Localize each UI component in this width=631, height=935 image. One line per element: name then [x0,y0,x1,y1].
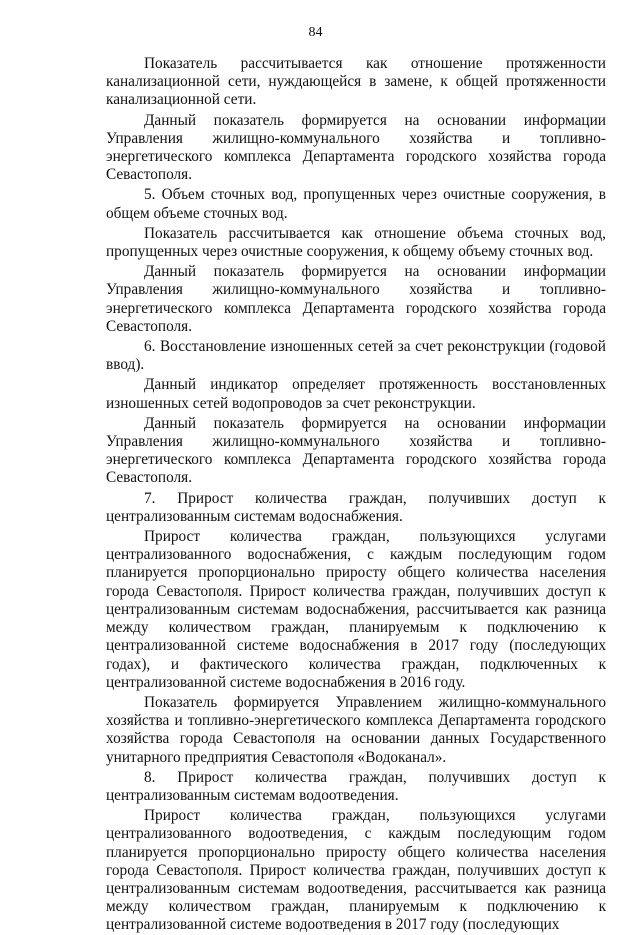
paragraph: 8. Прирост количества граждан, получивших доступ к централизованным системам водоотведения. [106,768,606,804]
paragraph: Данный показатель формируется на основании информации Управления жилищно-коммунального хозяйства и топливно-энергетического комплекса Департамента городского хозяйства города Севастополя. [106,263,606,335]
paragraph: Прирост количества граждан, пользующихся услугами централизованного водоснабжения, с каждым последующим годом планируется пропорционально приросту общего количества населения города Севастополя. Прирост количества граждан, получивших доступ к централизованным системам водоснабжения, рассчитывается как разница между количеством граждан, планируемым к подключению к централизованной системе водоснабжения в 2017 году (последующих годах), и фактического количества граждан, подключенных к централизованной системе водоснабжения в 2016 году. [106,528,606,691]
paragraph: 5. Объем сточных вод, пропущенных через очистные сооружения, в общем объеме сточных вод. [106,186,606,222]
document-body [106,55,606,935]
paragraph: 6. Восстановление изношенных сетей за счет реконструкции (годовой ввод). [106,338,606,374]
paragraph: 7. Прирост количества граждан, получивших доступ к централизованным системам водоснабжения. [106,489,606,525]
paragraph: Данный показатель формируется на основании информации Управления жилищно-коммунального хозяйства и топливно-энергетического комплекса Департамента городского хозяйства города Севастополя. [106,111,606,184]
paragraph: Данный показатель формируется на основании информации Управления жилищно-коммунального хозяйства и топливно-энергетического комплекса Департамента городского хозяйства города Севастополя. [106,414,606,487]
paragraph: Показатель рассчитывается как отношение протяженности канализационной сети, нуждающейся в замене, к общей протяженности канализационной сети. [106,55,606,109]
page-number: 84 [308,25,323,40]
paragraph: Показатель формируется Управлением жилищно-коммунального хозяйства и топливно-энергетического комплекса Департамента городского хозяйства города Севастополя на основании данных Государственного унитарного предприятия Севастополя «Водоканал». [106,693,606,766]
paragraph: Данный индикатор определяет протяженность восстановленных изношенных сетей водопроводов за счет реконструкции. [106,376,606,412]
paragraph: Показатель рассчитывается как отношение объема сточных вод, пропущенных через очистные сооружения, к общему объему сточных вод. [106,224,606,261]
paragraph: Прирост количества граждан, пользующихся услугами централизованного водоотведения, с каждым последующим годом планируется пропорционально приросту общего количества населения города Севастополя. Прирост количества граждан, получивших доступ к централизованным системам водоотведения, рассчитывается как разница между количеством граждан, планируемым к подключению к централизованной системе водоотведения в 2017 году (последующих [106,807,606,934]
